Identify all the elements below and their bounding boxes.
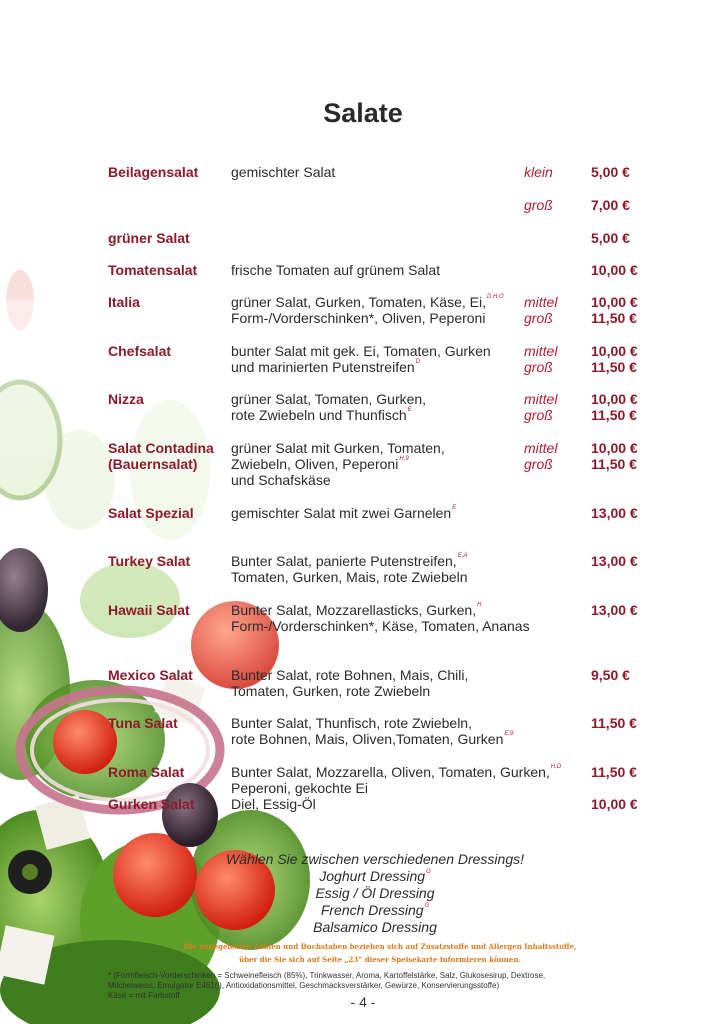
item-price	[591, 197, 651, 213]
dressings-heading: Wählen Sie zwischen verschiedenen Dressings!	[225, 851, 525, 867]
dressings-list	[180, 868, 570, 936]
item-description-line: Bunter Salat, rote Bohnen, Mais, Chili,	[231, 667, 469, 683]
item-name	[108, 796, 233, 812]
item-price-line: 10,00 €	[591, 294, 638, 310]
item-size-line: groß	[524, 359, 553, 375]
item-description	[231, 602, 530, 634]
page-number: - 4 -	[350, 994, 376, 1010]
dressing-item: French Dressing$^G$	[320, 902, 430, 918]
item-description	[231, 553, 526, 585]
item-description-line: Bunter Salat, panierte Putenstreifen,$^{E,A}$	[231, 553, 468, 569]
item-price-line: 9,50 €	[591, 667, 630, 683]
item-name-line: grüner Salat	[108, 230, 190, 246]
item-description-line: frische Tomaten auf grünem Salat	[231, 262, 441, 278]
item-description-line: bunter Salat mit gek. Ei, Tomaten, Gurken	[231, 343, 491, 359]
item-description-line: gemischter Salat	[231, 164, 336, 180]
item-size-line: groß	[524, 310, 553, 326]
allergen-code: E,9	[504, 731, 514, 737]
allergen-code: E	[452, 505, 457, 511]
item-name-line: Chefsalat	[108, 343, 172, 359]
item-price	[591, 164, 651, 180]
item-size-line: mittel	[524, 294, 558, 310]
item-size	[524, 343, 584, 375]
item-description-line: grüner Salat, Tomaten, Gurken,	[231, 391, 427, 407]
allergen-code: H,D	[550, 764, 562, 770]
item-price	[591, 343, 651, 375]
item-description	[231, 391, 526, 423]
dressing-item: Balsamico Dressing	[313, 919, 437, 935]
item-price-line: 13,00 €	[591, 553, 638, 569]
item-description-line: gemischter Salat mit zwei Garnelen$^E$	[231, 505, 457, 521]
item-price	[591, 230, 651, 246]
item-description	[231, 764, 562, 796]
item-price-line: 13,00 €	[591, 602, 638, 618]
item-size-line: mittel	[524, 440, 558, 456]
item-price-line: 11,50 €	[591, 310, 637, 326]
dressing-item: Joghurt Dressing$^G$	[319, 868, 431, 884]
item-description-line: Diel, Essig-Öl	[231, 796, 316, 812]
item-size	[524, 294, 584, 326]
allergen-note-line2: über die Sie sich auf Seite „23“ dieser Speisekarte informieren können.	[239, 955, 521, 964]
allergen-code: G	[426, 869, 431, 875]
item-description	[231, 294, 526, 326]
item-price	[591, 391, 651, 423]
item-name	[108, 294, 233, 310]
item-name-line: Salat Contadina	[108, 440, 214, 456]
item-price-line: 13,00 €	[591, 505, 638, 521]
item-size-line: groß	[524, 456, 553, 472]
footnote-line2: Milcheiweiss, Emulgator E451(i), Antioxidationsmittel, Geschmacksverstärker, Gewürze, Konservierungsstoffe)	[108, 981, 500, 990]
item-price	[591, 796, 651, 812]
item-size	[524, 391, 584, 423]
item-description-line: Tomaten, Gurken, Mais, rote Zwiebeln	[231, 569, 468, 585]
allergen-code: H,9	[399, 456, 409, 462]
item-name	[108, 715, 233, 731]
item-description-line: Peperoni, gekochte Ei	[231, 780, 368, 796]
item-price-line: 7,00 €	[591, 197, 630, 213]
item-description	[231, 262, 526, 278]
item-name-line: Turkey Salat	[108, 553, 191, 569]
item-price-line: 5,00 €	[591, 230, 630, 246]
item-name-line: Roma Salat	[108, 764, 185, 780]
item-name	[108, 164, 233, 180]
item-price	[591, 294, 651, 326]
dressing-item: Essig / Öl Dressing	[315, 885, 435, 901]
item-price-line: 10,00 €	[591, 343, 638, 359]
item-description-line: grüner Salat, Gurken, Tomaten, Käse, Ei,$^{D,H,O}$	[231, 294, 504, 310]
allergen-code: E,A	[457, 553, 468, 559]
item-price-line: 11,50 €	[591, 359, 637, 375]
allergen-code: D	[415, 359, 421, 365]
item-description	[231, 343, 526, 375]
item-description-line: grüner Salat mit Gurken, Tomaten,	[231, 440, 445, 456]
item-size	[524, 440, 584, 472]
item-name	[108, 667, 233, 683]
item-description-line: Bunter Salat, Mozzarella, Oliven, Tomaten, Gurken,$^{H,D}$	[231, 764, 562, 780]
footnote-line1: * (Formfleisch-Vorderschinken = Schweinefleisch (85%), Trinkwasser, Aroma, Kartoffelstärke, Salz, Glukosesirup, Dextrose,	[108, 971, 546, 980]
item-name-line: Italia	[108, 294, 140, 310]
item-name	[108, 764, 233, 780]
item-size-line: mittel	[524, 391, 558, 407]
item-price-line: 5,00 €	[591, 164, 630, 180]
item-description	[231, 667, 526, 699]
item-price-line: 10,00 €	[591, 440, 638, 456]
item-name-line: Tomatensalat	[108, 262, 198, 278]
item-description-line: Tomaten, Gurken, rote Zwiebeln	[231, 683, 431, 699]
item-description	[231, 440, 526, 488]
item-description-line: rote Zwiebeln und Thunfisch$^E$	[231, 407, 412, 423]
item-description-line: und Schafskäse	[231, 472, 331, 488]
item-name-line: Hawaii Salat	[108, 602, 190, 618]
item-description-line: Form-/Vorderschinken*, Käse, Tomaten, Ananas	[231, 618, 530, 634]
item-name	[108, 230, 233, 246]
item-description-line: Zwiebeln, Oliven, Peperoni$^{H,9}$	[231, 456, 409, 472]
item-price-line: 10,00 €	[591, 262, 638, 278]
item-description-line: Bunter Salat, Mozzarellasticks, Gurken,$^H$	[231, 602, 482, 618]
item-size	[524, 164, 584, 180]
item-price	[591, 505, 651, 521]
item-name-line: Salat Spezial	[108, 505, 194, 521]
item-price	[591, 667, 651, 683]
item-name	[108, 262, 233, 278]
item-description-line: rote Bohnen, Mais, Oliven,Tomaten, Gurken$^{E,9}$	[231, 731, 514, 747]
allergen-note	[140, 940, 620, 966]
allergen-note-line1: Die angegebenen Zahlen und Buchstaben beziehen sich auf Zusatzstoffe und Allergen Inhaltsstoffe,	[183, 942, 577, 951]
item-price	[591, 262, 651, 278]
item-name-line: Beilagensalat	[108, 164, 199, 180]
item-name-line: Nizza	[108, 391, 144, 407]
item-price	[591, 715, 651, 731]
allergen-code: H	[477, 602, 482, 608]
item-size-line: groß	[524, 197, 553, 213]
dressings-section	[180, 851, 570, 936]
item-price-line: 11,50 €	[591, 764, 637, 780]
item-name	[108, 343, 233, 359]
item-description	[231, 796, 526, 812]
item-name	[108, 553, 233, 569]
item-name-line: Gurken Salat	[108, 796, 195, 812]
item-price-line: 11,50 €	[591, 715, 637, 731]
item-description-line: und marinierten Putenstreifen$^D$	[231, 359, 421, 375]
item-price-line: 10,00 €	[591, 796, 638, 812]
item-name	[108, 391, 233, 407]
item-name	[108, 602, 233, 618]
item-price-line: 11,50 €	[591, 456, 637, 472]
item-price-line: 11,50 €	[591, 407, 637, 423]
item-description	[231, 164, 526, 180]
footnote-line3: Käse = mit Farbstoff	[108, 991, 180, 1000]
allergen-code: E	[407, 407, 412, 413]
item-price	[591, 553, 651, 569]
allergen-code: D,H,O	[487, 294, 504, 300]
allergen-code: G	[424, 903, 430, 909]
item-size-line: klein	[524, 164, 553, 180]
item-size-line: groß	[524, 407, 553, 423]
item-price	[591, 440, 651, 472]
item-name-line: Mexico Salat	[108, 667, 193, 683]
item-price	[591, 602, 651, 618]
item-size-line: mittel	[524, 343, 558, 359]
item-name	[108, 505, 233, 521]
item-description-line: Form-/Vorderschinken*, Oliven, Peperoni	[231, 310, 486, 326]
item-price	[591, 764, 651, 780]
item-name-line: (Bauernsalat)	[108, 456, 198, 472]
item-description	[231, 715, 526, 747]
item-description	[231, 505, 526, 521]
item-size	[524, 197, 584, 213]
item-price-line: 10,00 €	[591, 391, 638, 407]
item-name	[108, 440, 233, 472]
page-title: Salate	[323, 98, 403, 128]
item-description-line: Bunter Salat, Thunfisch, rote Zwiebeln,	[231, 715, 472, 731]
item-name-line: Tuna Salat	[108, 715, 178, 731]
